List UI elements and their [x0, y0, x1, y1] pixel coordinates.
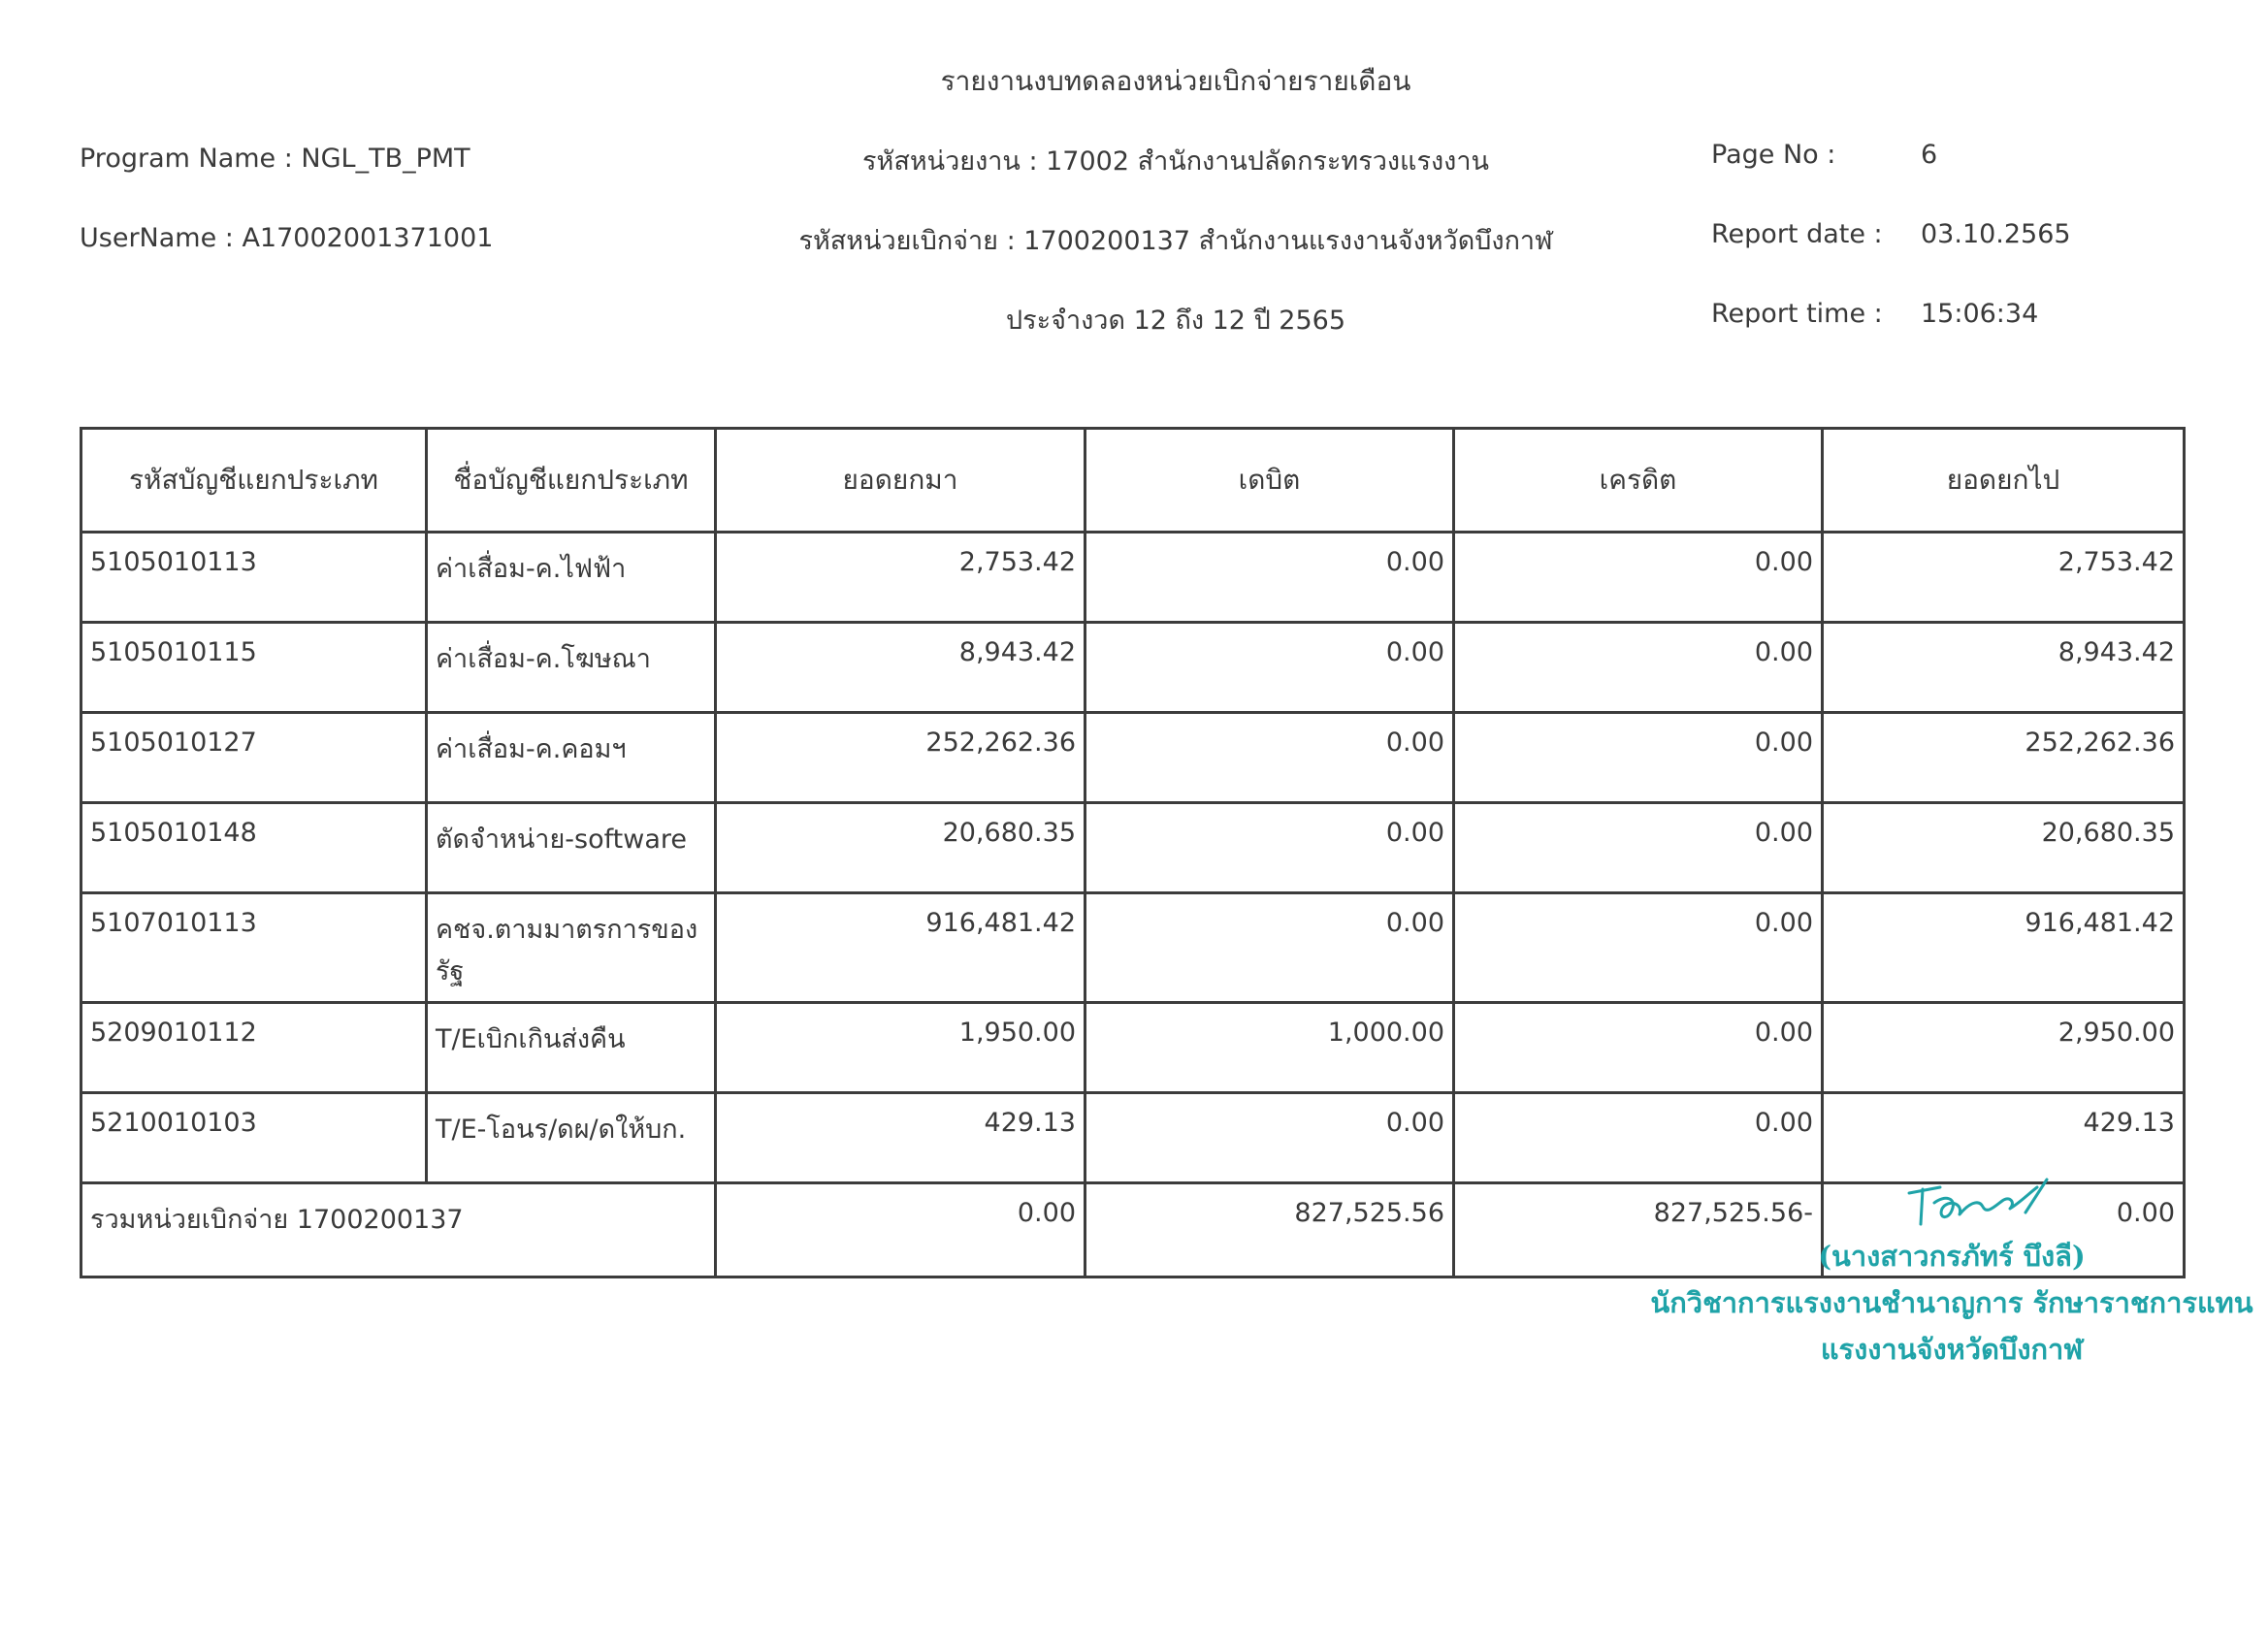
account-code: 5105010127 [81, 713, 427, 803]
credit: 0.00 [1454, 533, 1823, 623]
col-header-account-code: รหัสบัญชีแยกประเภท [81, 429, 427, 533]
col-header-debit: เดบิต [1085, 429, 1454, 533]
page-no-value: 6 [1921, 140, 1938, 170]
col-header-account-name: ชื่อบัญชีแยกประเภท [427, 429, 716, 533]
account-code: 5107010113 [81, 893, 427, 1003]
account-code: 5209010112 [81, 1003, 427, 1093]
signer-office: แรงงานจังหวัดบึงกาฬ [1820, 1333, 2084, 1366]
carried-forward: 429.13 [1823, 1093, 2185, 1183]
carried-forward: 252,262.36 [1823, 713, 2185, 803]
brought-forward: 2,753.42 [716, 533, 1085, 623]
handwritten-signature [1901, 1174, 2066, 1242]
disbursement-unit-line: รหัสหน่วยเบิกจ่าย : 1700200137 สำนักงานแรงงานจังหวัดบึงกาฬ [798, 226, 1553, 256]
total-brought-forward: 0.00 [716, 1183, 1085, 1277]
table-row [81, 1003, 2185, 1093]
brought-forward: 8,943.42 [716, 623, 1085, 713]
debit: 0.00 [1085, 893, 1454, 1003]
table-header-row [81, 429, 2185, 533]
account-name: T/Eเบิกเกินส่งคืน [427, 1003, 716, 1093]
account-code: 5105010113 [81, 533, 427, 623]
brought-forward: 252,262.36 [716, 713, 1085, 803]
credit: 0.00 [1454, 1093, 1823, 1183]
brought-forward: 1,950.00 [716, 1003, 1085, 1093]
report-title: รายงานงบทดลองหน่วยเบิกจ่ายรายเดือน [940, 65, 1411, 97]
carried-forward: 2,950.00 [1823, 1003, 2185, 1093]
carried-forward: 916,481.42 [1823, 893, 2185, 1003]
carried-forward: 20,680.35 [1823, 803, 2185, 893]
account-name: ค่าเสื่อม-ค.คอมฯ [427, 713, 716, 803]
table-row [81, 1093, 2185, 1183]
credit: 0.00 [1454, 1003, 1823, 1093]
debit: 0.00 [1085, 713, 1454, 803]
total-label: รวมหน่วยเบิกจ่าย 1700200137 [81, 1183, 716, 1277]
table-row [81, 803, 2185, 893]
account-code: 5105010115 [81, 623, 427, 713]
debit: 0.00 [1085, 533, 1454, 623]
credit: 0.00 [1454, 803, 1823, 893]
account-name: T/E-โอนร/ดผ/ดให้บก. [427, 1093, 716, 1183]
report-date-value: 03.10.2565 [1921, 219, 2071, 249]
account-name: ค่าเสื่อม-ค.โฆษณา [427, 623, 716, 713]
col-header-credit: เครดิต [1454, 429, 1823, 533]
total-carried-forward: 0.00 [1823, 1183, 2185, 1277]
account-name: คชจ.ตามมาตรการของรัฐ [427, 893, 716, 1003]
table-row [81, 623, 2185, 713]
credit: 0.00 [1454, 623, 1823, 713]
report-date-label: Report date : [1711, 219, 1883, 249]
brought-forward: 429.13 [716, 1093, 1085, 1183]
debit: 1,000.00 [1085, 1003, 1454, 1093]
account-name: ค่าเสื่อม-ค.ไฟฟ้า [427, 533, 716, 623]
carried-forward: 2,753.42 [1823, 533, 2185, 623]
account-code: 5105010148 [81, 803, 427, 893]
program-name: Program Name : NGL_TB_PMT [80, 144, 470, 174]
agency-line: รหัสหน่วยงาน : 17002 สำนักงานปลัดกระทรวงแรงงาน [862, 146, 1489, 177]
signer-name: (นางสาวกรภัทร์ บึงลี) [1818, 1240, 2086, 1273]
table-row [81, 893, 2185, 1003]
account-name: ตัดจำหน่าย-software [427, 803, 716, 893]
credit: 0.00 [1454, 893, 1823, 1003]
col-header-brought-forward: ยอดยกมา [716, 429, 1085, 533]
page-no-label: Page No : [1711, 140, 1836, 170]
total-credit: 827,525.56- [1454, 1183, 1823, 1277]
period-line: ประจำงวด 12 ถึง 12 ปี 2565 [1005, 306, 1346, 336]
brought-forward: 916,481.42 [716, 893, 1085, 1003]
user-name: UserName : A17002001371001 [80, 223, 494, 253]
report-time-label: Report time : [1711, 299, 1883, 329]
account-code: 5210010103 [81, 1093, 427, 1183]
report-time-value: 15:06:34 [1921, 299, 2039, 329]
table-row [81, 713, 2185, 803]
col-header-carried-forward: ยอดยกไป [1823, 429, 2185, 533]
debit: 0.00 [1085, 803, 1454, 893]
table-row [81, 533, 2185, 623]
credit: 0.00 [1454, 713, 1823, 803]
debit: 0.00 [1085, 623, 1454, 713]
brought-forward: 20,680.35 [716, 803, 1085, 893]
carried-forward: 8,943.42 [1823, 623, 2185, 713]
trial-balance-table [80, 427, 2186, 1278]
signer-position: นักวิชาการแรงงานชำนาญการ รักษาราชการแทน [1650, 1286, 2253, 1319]
debit: 0.00 [1085, 1093, 1454, 1183]
total-debit: 827,525.56 [1085, 1183, 1454, 1277]
